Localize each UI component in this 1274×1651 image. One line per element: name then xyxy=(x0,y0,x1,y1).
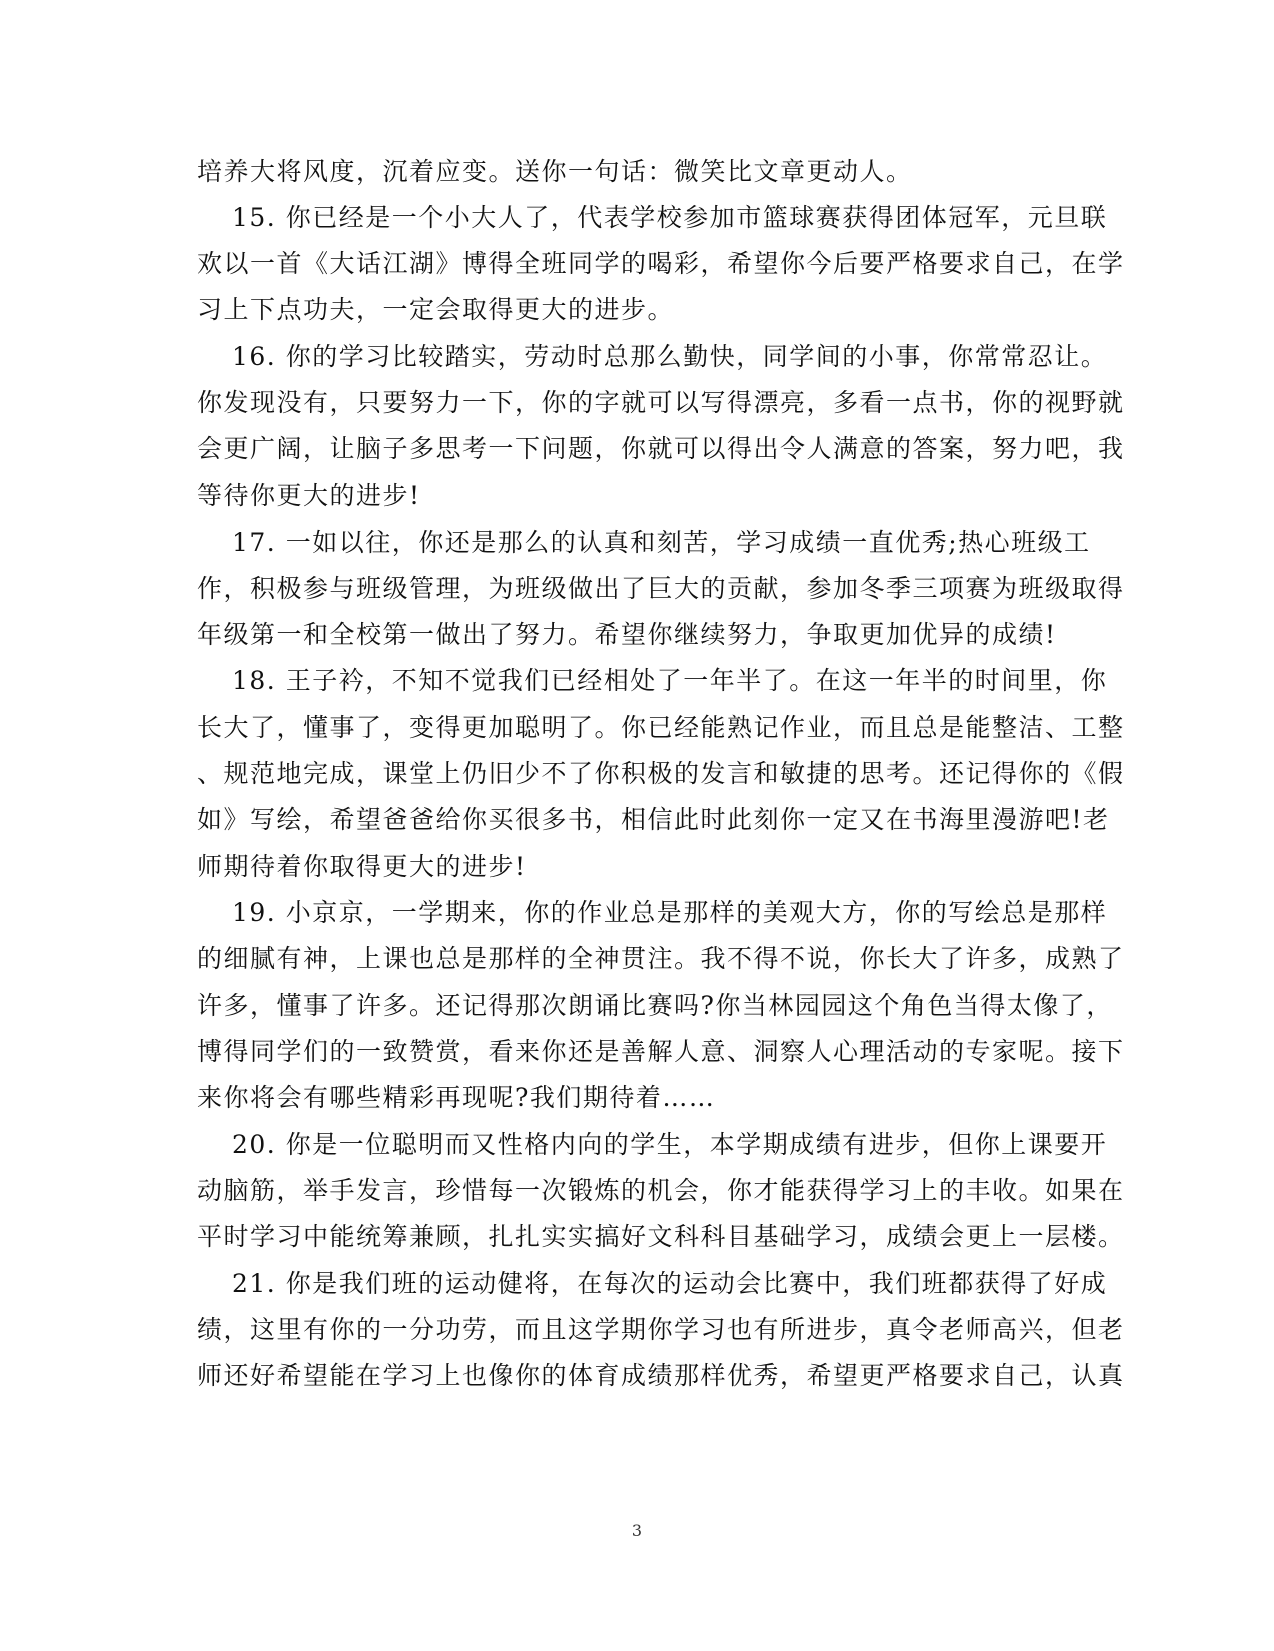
text-line: 会更广阔，让脑子多思考一下问题，你就可以得出令人满意的答案，努力吧，我 xyxy=(197,434,1125,463)
text-line: 如》写绘，希望爸爸给你买很多书，相信此时此刻你一定又在书海里漫游吧!老 xyxy=(197,805,1110,834)
text-line: 的细腻有神，上课也总是那样的全神贯注。我不得不说，你长大了许多，成熟了 xyxy=(197,944,1125,973)
text-line: 平时学习中能统筹兼顾，扎扎实实搞好文科科目基础学习，成绩会更上一层楼。 xyxy=(197,1222,1125,1251)
text-line: 师期待着你取得更大的进步! xyxy=(197,852,527,881)
text-line: 师还好希望能在学习上也像你的体育成绩那样优秀，希望更严格要求自己，认真 xyxy=(197,1361,1125,1390)
paragraph-15-start: 15. 你已经是一个小大人了，代表学校参加市篮球赛获得团体冠军，元旦联 xyxy=(232,203,1108,232)
text-line: 等待你更大的进步! xyxy=(197,481,421,510)
text-line: 作，积极参与班级管理，为班级做出了巨大的贡献，参加冬季三项赛为班级取得 xyxy=(197,574,1125,603)
text-line: 长大了，懂事了，变得更加聪明了。你已经能熟记作业，而且总是能整洁、工整 xyxy=(197,713,1125,742)
text-line: 你发现没有，只要努力一下，你的字就可以写得漂亮，多看一点书，你的视野就 xyxy=(197,388,1125,417)
page-number: 3 xyxy=(631,1521,643,1540)
paragraph-19-start: 19. 小京京，一学期来，你的作业总是那样的美观大方，你的写绘总是那样 xyxy=(232,898,1108,927)
text-line: 博得同学们的一致赞赏，看来你还是善解人意、洞察人心理活动的专家呢。接下 xyxy=(197,1037,1125,1066)
text-line: 许多，懂事了许多。还记得那次朗诵比赛吗?你当林园园这个角色当得太像了， xyxy=(197,991,1113,1020)
text-line: 培养大将风度，沉着应变。送你一句话：微笑比文章更动人。 xyxy=(197,157,913,186)
text-line: 、规范地完成，课堂上仍旧少不了你积极的发言和敏捷的思考。还记得你的《假 xyxy=(197,759,1125,788)
text-line: 欢以一首《大话江湖》博得全班同学的喝彩，希望你今后要严格要求自己，在学 xyxy=(197,249,1125,278)
paragraph-21-start: 21. 你是我们班的运动健将，在每次的运动会比赛中，我们班都获得了好成 xyxy=(232,1269,1108,1298)
text-line: 来你将会有哪些精彩再现呢?我们期待着…… xyxy=(197,1083,716,1112)
text-line: 年级第一和全校第一做出了努力。希望你继续努力，争取更加优异的成绩! xyxy=(197,620,1057,649)
paragraph-17-start: 17. 一如以往，你还是那么的认真和刻苦，学习成绩一直优秀;热心班级工 xyxy=(232,528,1091,557)
text-line: 习上下点功夫，一定会取得更大的进步。 xyxy=(197,295,675,324)
text-line: 绩，这里有你的一分功劳，而且这学期你学习也有所进步，真令老师高兴，但老 xyxy=(197,1315,1125,1344)
paragraph-18-start: 18. 王子衿，不知不觉我们已经相处了一年半了。在这一年半的时间里，你 xyxy=(232,666,1108,695)
paragraph-16-start: 16. 你的学习比较踏实，劳动时总那么勤快，同学间的小事，你常常忍让。 xyxy=(232,342,1108,371)
text-line: 动脑筋，举手发言，珍惜每一次锻炼的机会，你才能获得学习上的丰收。如果在 xyxy=(197,1176,1125,1205)
paragraph-20-start: 20. 你是一位聪明而又性格内向的学生，本学期成绩有进步，但你上课要开 xyxy=(232,1130,1108,1159)
